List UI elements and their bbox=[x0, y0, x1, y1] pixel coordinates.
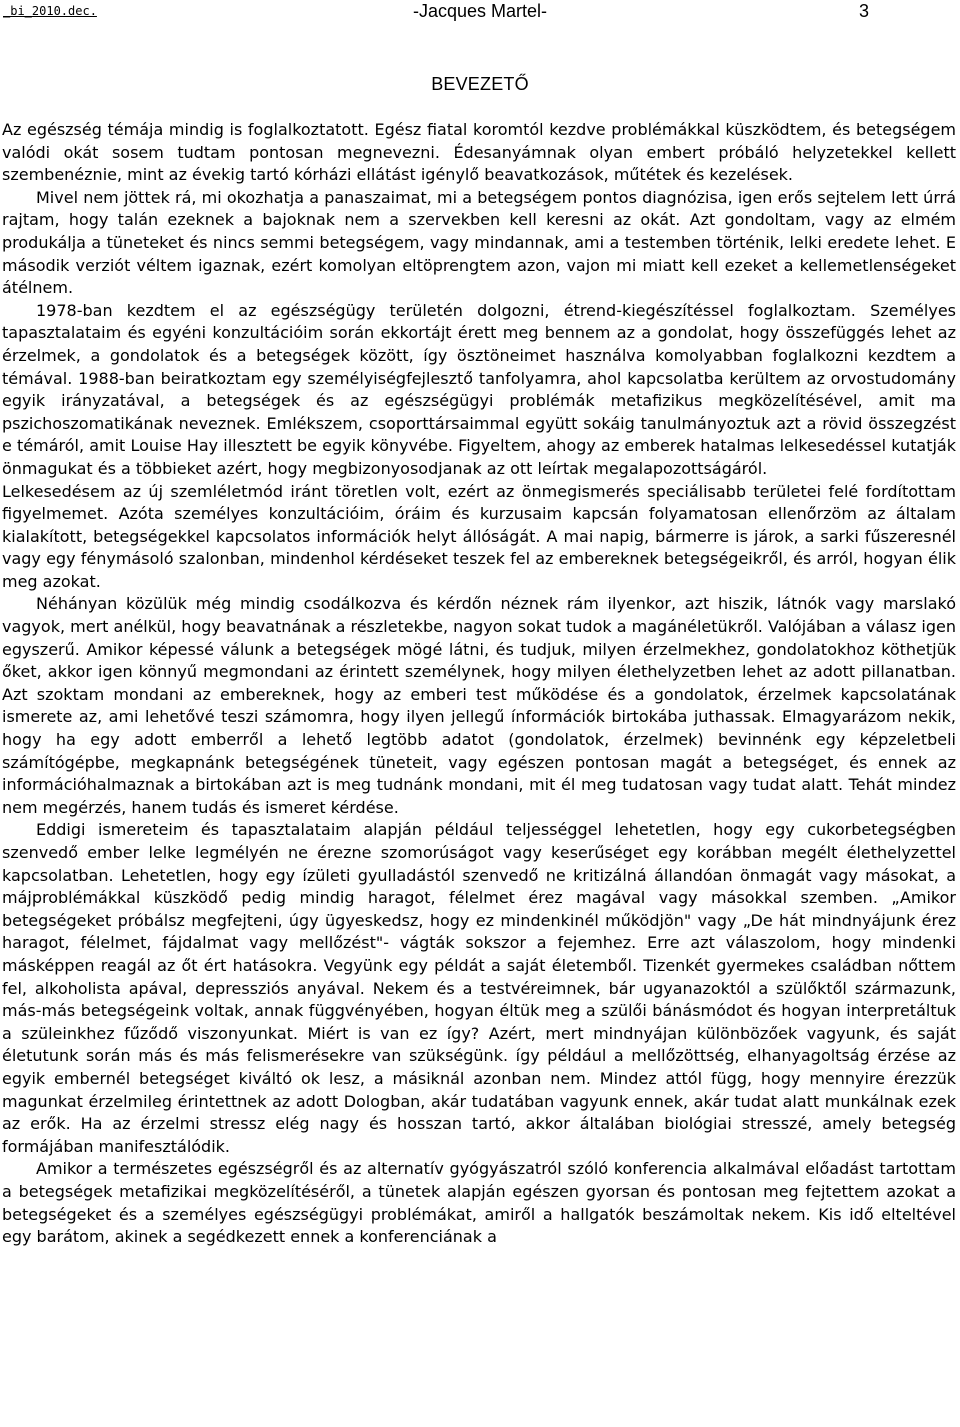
header-file-label: _bi_2010.dec. bbox=[3, 4, 97, 18]
page-number: 3 bbox=[858, 1, 869, 21]
paragraph-7: Amikor a természetes egészségről és az alternatív gyógyászatról szóló konferencia alkalmával előadást tartottam a betegségek metafizikai megközelítéséről, a tünetek alapján egészen gyorsan és pontosan meg fejtettem azokat a betegségeket és a személyes egészségügyi problémákat, amiről a hallgatók beszámoltak nekem. Kis idő elteltével egy barátom, akinek a segédkezett ennek a konferenciának a bbox=[2, 1159, 956, 1247]
paragraph-3: 1978-ban kezdtem el az egészségügy területén dolgozni, étrend-kiegészítéssel foglalkoztam. Személyes tapasztalataim és egyéni konzultációim során ekkortájt érett meg bennem az a gondolat, hogy összefüggés lehet az érzelmek, a gondolatok és a betegségek között, így ösztöneimet használva komolyabban foglalkozni kezdtem a témával. 1988-ban beiratkoztam egy személyiségfejlesztő tanfolyamra, ahol kapcsolatba kerültem az orvostudomány egyik irányzatával, a betegségek és az egészségügyi problémák metafizikus megközelítésével, amit ma pszichoszomatikának neveznek. Emlékszem, csoporttársaimmal együtt sokáig tanulmányoztuk azt a rövid összegzést e témáról, amit Louise Hay illesztett be egyik könyvébe. Figyeltem, ahogy az emberek hatalmas lelkesedéssel kutatják önmagukat és a többieket azért, hogy megbizonyosodjanak az ott leírtak megalapozottságáról. bbox=[2, 300, 956, 478]
body-text bbox=[2, 119, 956, 1249]
header-author: -Jacques Martel- bbox=[412, 1, 548, 21]
paragraph-1: Az egészség témája mindig is foglalkoztatott. Egész fiatal koromtól kezdve problémákkal küszködtem, és betegségem valódi okát sosem tudtam pontosan megnevezni. Édesanyámnak olyan embert próbáló helyzetekkel kellett szembenéznie, mint az évekig tartó kórházi ellátást igénylő beavatkozások, műtétek és kezelések. bbox=[2, 120, 956, 185]
paragraph-4: Lelkesedésem az új szemléletmód iránt töretlen volt, ezért az önmegismerés speciálisabb területei felé fordítottam figyelmemet. Azóta személyes konzultációim, óráim és kurzusaim kapcsán folyamatosan ellenőrzöm az általam kialakított, betegségekkel kapcsolatos információk helyt állóságát. A mai napig, bármerre is járok, a sarki fűszeresnél vagy egy fénymásoló szalonban, mindenhol kérdéseket teszek fel az embereknek betegségeikről, és arról, hogyan élik meg azokat. bbox=[2, 481, 956, 591]
paragraph-6: Eddigi ismereteim és tapasztalataim alapján például teljességgel lehetetlen, hogy egy cukorbetegségben szenvedő ember lelke legmélyén ne érezne szomorúságot vagy keserűséget egy korábban megélt élethelyzettel kapcsolatban. Lehetetlen, hogy egy ízületi gyulladástól szenvedő ne kritizálná állandóan önmagát vagy másokat, a májproblémákkal küszködő pedig mindig haragot, félelmet érez magával vagy másokkal szemben. „Amikor betegségeket próbálsz megfejteni, úgy ügyeskedsz, hogy ez mindenkinél működjön" vagy „De hát mindnyájunk érez haragot, félelmet, fájdalmat vagy mellőzést"- vágták sokszor a fejemhez. Erre azt válaszolom, hogy mindenki másképpen reagál az őt ért hatásokra. Vegyünk egy példát a saját életemből. Tizenkét gyermekes családban nőttem fel, alkoholista apával, depressziós anyával. Nekem és a testvéreimnek, bár ugyanazoktól a szülőktől származunk, más-más betegségeink voltak, annak függvényében, hogyan éltük meg a szülői bánásmódot és hogyan interpretáltuk a szüleinkhez fűződő viszonyunkat. Miért is van ez így? Azért, mert mindnyájan különbözőek vagyunk, és saját életutunk során más és más felismerésekre van szükségünk. így például a mellőzöttség, elhanyagoltság érzése az egyik embernél betegséget kiváltó ok lesz, a másiknál azonban nem. Mindez attól függ, hogy mennyire érezzük magunkat érzelmileg érintettnek az adott Dologban, akár tudatában vagyunk ennek, akár tudat alatt munkálnak ezek az erők. Ha az érzelmi stressz elég nagy és hosszan tartó, akkor általában biológiai stresszé, amely betegség formájában manifesztálódik. bbox=[2, 820, 956, 1156]
paragraph-2: Mivel nem jöttek rá, mi okozhatja a panaszaimat, mi a betegségem pontos diagnózisa, igen erős sejtelem lett úrrá rajtam, hogy talán ezeknek a bajoknak nem a szervekben kell keresni az okát. Azt gondoltam, vagy az elmém produkálja a tüneteket és nincs semmi betegségem, vagy mindannak, ami a testemben történik, lelki eredete lehet. E második verziót véltem igaznak, ezért komolyan eltöprengtem azon, vajon mi miatt kell ezeket a kellemetlenségeket átélnem. bbox=[2, 187, 956, 298]
page-header bbox=[0, 0, 960, 30]
chapter-title: BEVEZETŐ bbox=[431, 74, 529, 94]
paragraph-5: Néhányan közülük még mindig csodálkozva és kérdőn néznek rám ilyenkor, azt hiszik, látnók vagy marslakó vagyok, mert anélkül, hogy beavatnának a részletekbe, nagyon sokat tudok a magánéletükről. Valójában a válasz igen egyszerű. Amikor képessé válunk a betegségek mögé látni, és tudjuk, milyen érzelmekhez, gondolatokhoz köthetjük őket, akkor igen könnyű megmondani az érintett személynek, hogy milyen élethelyzetben lehet az adott pillanatban. Azt szoktam mondani az embereknek, hogy az emberi test működése és a gondolatok, érzelmek kapcsolatának ismerete az, ami lehetővé teszi számomra, hogy ilyen jellegű ínformációk birtokába juthassak. Elmagyarázom nekik, hogy ha egy adott emberről a lehető legtöbb adatot (gondolatok, érzelmek) bevinnénk egy képzeletbeli számítógépbe, megkapnánk betegségének tüneteit, vagy egészen pontosan magát a betegséget, és ennek az információhalmaznak a birtokában azt is meg tudnánk mondani, mit él meg tudatosan vagy tudat alatt. Tehát mindez nem megérzés, hanem tudás és ismeret kérdése. bbox=[2, 594, 956, 817]
